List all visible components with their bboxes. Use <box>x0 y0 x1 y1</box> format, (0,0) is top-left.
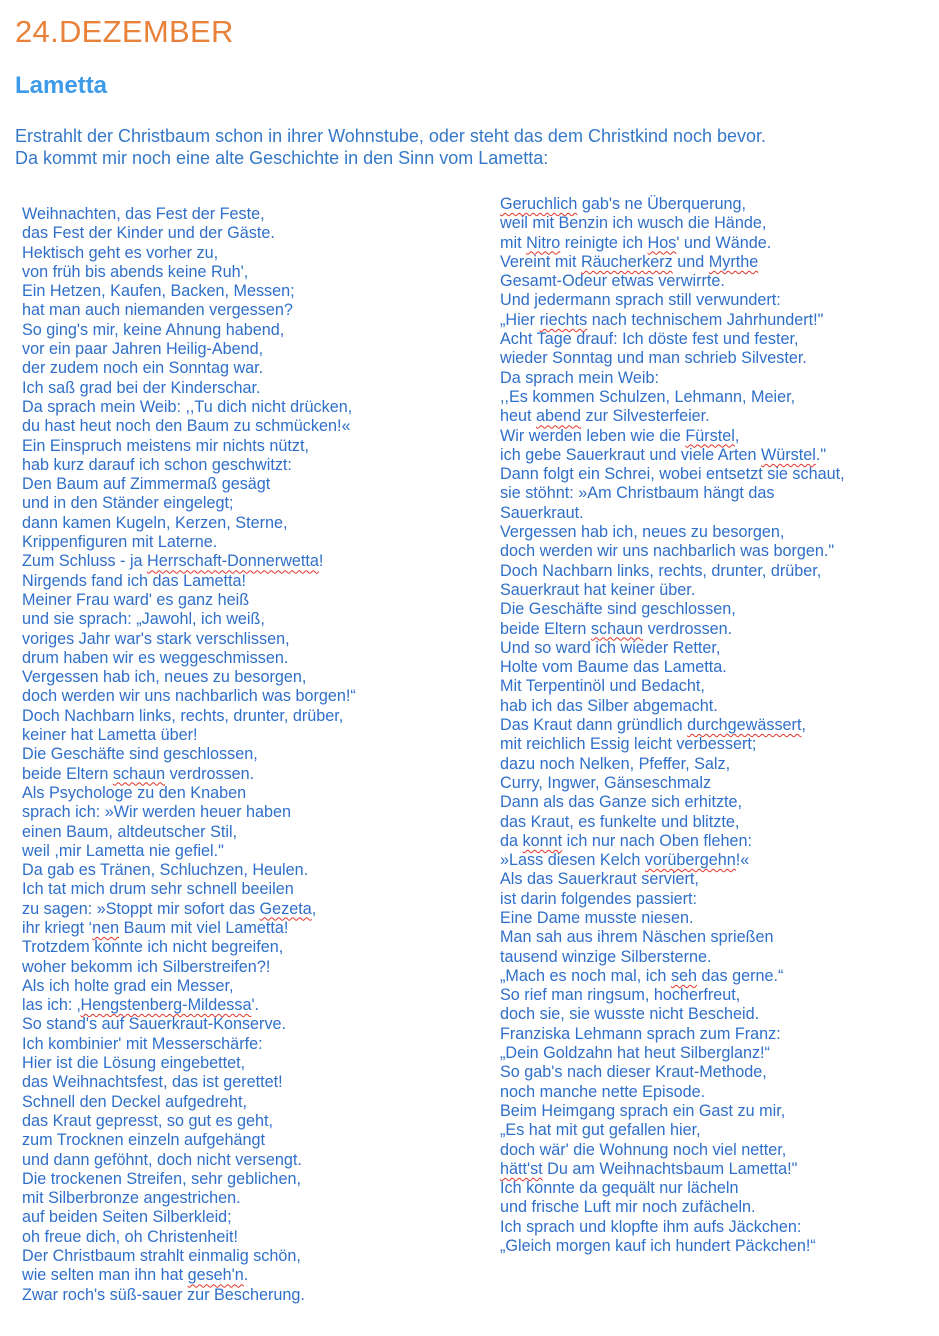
poem-line: Curry, Ingwer, Gänseschmalz <box>500 773 712 792</box>
poem-line: Ein Hetzen, Kaufen, Backen, Messen; <box>22 282 295 301</box>
poem-line: von früh bis abends keine Ruh', <box>22 262 249 281</box>
spelling-error-mark: Würstel <box>760 445 816 464</box>
poem-line: Sauerkraut hat keiner über. <box>500 580 696 599</box>
poem-line: tausend winzige Silbersterne. <box>500 947 712 966</box>
poem-line: doch werden wir uns nachbarlich was borgen." <box>500 542 835 561</box>
spelling-error-mark: Herrschaft-Donnerwetta <box>147 552 319 571</box>
poem-line: ,,Es kommen Schulzen, Lehmann, Meier, <box>500 387 796 406</box>
poem-line: heut abend zur Silvesterfeier. <box>500 407 710 426</box>
poem-line: Sauerkraut. <box>500 503 584 522</box>
poem-line: zu sagen: »Stoppt mir sofort das Gezeta, <box>22 899 317 918</box>
poem-line: Geruchlich gab's ne Überquerung, <box>500 195 747 213</box>
poem-line: „Mach es noch mal, ich seh das gerne.“ <box>500 966 784 985</box>
poem-line: der zudem noch ein Sonntag war. <box>22 359 264 378</box>
poem-line: hätt'st Du am Weihnachtsbaum Lametta!" <box>500 1159 798 1178</box>
spelling-error-mark: konnt <box>522 831 563 850</box>
poem-line: Da gab es Tränen, Schluchzen, Heulen. <box>22 861 309 880</box>
poem-line: woher bekomm ich Silberstreifen?! <box>22 957 271 976</box>
poem-line: So ging's mir, keine Ahnung habend, <box>22 320 285 339</box>
poem-line: Zwar roch's süß-sauer zur Bescherung. <box>22 1285 305 1304</box>
spelling-error-mark: Fürstel <box>685 426 735 445</box>
poem-line: Die trockenen Streifen, sehr geblichen, <box>22 1169 301 1188</box>
poem-line: Nirgends fand ich das Lametta! <box>22 571 247 590</box>
poem-line: Trotzdem konnte ich nicht begreifen, <box>22 938 284 957</box>
poem-line: Man sah aus ihrem Näschen sprießen <box>500 928 774 947</box>
poem-line: einen Baum, altdeutscher Stil, <box>22 822 238 841</box>
poem-line: Ich konnte da gequält nur lächeln <box>500 1179 739 1198</box>
poem-line: Holte vom Baume das Lametta. <box>500 658 727 677</box>
poem-line: Schnell den Deckel aufgedreht, <box>22 1092 247 1111</box>
intro-line: Erstrahlt der Christbaum schon in ihrer Wohnstube, oder steht das dem Christkind noch bevor. <box>15 126 767 146</box>
poem-line: doch wär' die Wohnung noch viel netter, <box>500 1140 787 1159</box>
poem-line: hat man auch niemanden vergessen? <box>22 301 293 320</box>
poem-line: du hast heut noch den Baum zu schmücken!« <box>22 417 351 436</box>
poem-line: das Weihnachtsfest, das ist gerettet! <box>22 1073 283 1092</box>
poem-line: Ich sprach und klopfte ihm aufs Jäckchen: <box>500 1217 802 1236</box>
poem-line: Meiner Frau ward' es ganz heiß <box>22 590 250 609</box>
poem-line: Der Christbaum strahlt einmalig schön, <box>22 1247 301 1266</box>
poem-line: Ich kombinier' mit Messerschärfe: <box>22 1034 263 1053</box>
poem-line: auf beiden Seiten Silberkleid; <box>22 1208 232 1227</box>
poem-line: Ich tat mich drum sehr schnell beeilen <box>22 880 294 899</box>
poem-line: Doch Nachbarn links, rechts, drunter, drüber, <box>500 561 822 580</box>
poem-line: Da sprach mein Weib: ,,Tu dich nicht drücken, <box>22 397 353 416</box>
poem-line: Vergessen hab ich, neues zu besorgen, <box>500 523 785 542</box>
poem-line: „Hier riechts nach technischem Jahrhundert!" <box>500 310 824 329</box>
spelling-error-mark: Hengstenberg-Mildessa <box>80 996 252 1015</box>
poem-line: drum haben wir es weggeschmissen. <box>22 648 289 667</box>
spelling-error-mark: Räucherkerz <box>580 252 673 271</box>
poem-line: las ich: ‚Hengstenberg-Mildessa'. <box>22 996 260 1015</box>
poem-line: und frische Luft mir noch zufächeln. <box>500 1198 756 1217</box>
poem-line: ist darin folgendes passiert: <box>500 889 698 908</box>
poem-line: Und jedermann sprach still verwundert: <box>500 291 781 310</box>
poem-line: beide Eltern schaun verdrossen. <box>22 764 255 783</box>
poem-line: Ein Einspruch meistens mir nichts nützt, <box>22 436 309 455</box>
poem-line: Krippenfiguren mit Laterne. <box>22 533 218 552</box>
poem-line: voriges Jahr war's stark verschlissen, <box>22 629 290 648</box>
poem-line: mit Nitro reinigte ich Hos' und Wände. <box>500 233 772 252</box>
poem-line: mit reichlich Essig leicht verbessert; <box>500 735 757 754</box>
poem-line: Die Geschäfte sind geschlossen, <box>500 600 736 619</box>
spelling-error-mark: seh <box>670 966 698 985</box>
poem-line: wie selten man ihn hat geseh'n. <box>22 1266 249 1285</box>
poem-line: Weihnachten, das Fest der Feste, <box>22 205 265 223</box>
poem-line: mit Silberbronze angestrichen. <box>22 1189 241 1208</box>
poem-line: Da sprach mein Weib: <box>500 368 659 387</box>
poem-line: das Kraut, es funkelte und blitzte, <box>500 812 740 831</box>
poem-line: da konnt ich nur nach Oben flehen: <box>500 831 753 850</box>
intro-paragraph <box>15 125 915 169</box>
poem-line: Acht Tage drauf: Ich döste fest und fester, <box>500 330 799 349</box>
spelling-error-mark: riechts <box>539 310 588 329</box>
poem-line: wieder Sonntag und man schrieb Silvester. <box>500 349 807 368</box>
spelling-error-mark: hätt'st <box>500 1159 543 1178</box>
poem-line: So gab's nach dieser Kraut-Methode, <box>500 1063 767 1082</box>
poem-line: sprach ich: »Wir werden heuer haben <box>22 803 292 822</box>
poem-line: „Dein Goldzahn hat heut Silberglanz!“ <box>500 1044 770 1063</box>
poem-line: Vereint mit Räucherkerz und Myrthe <box>500 252 759 271</box>
intro-line: Da kommt mir noch eine alte Geschichte in den Sinn vom Lametta: <box>15 148 549 168</box>
spelling-error-mark: geseh'n <box>187 1266 244 1285</box>
poem-line: ihr kriegt ‘nen Baum mit viel Lametta! <box>22 918 289 937</box>
poem-line: Mit Terpentinöl und Bedacht, <box>500 677 705 696</box>
poem-line: weil ,mir Lametta nie gefiel." <box>22 841 224 860</box>
poem-line: keiner hat Lametta über! <box>22 726 198 745</box>
poem-line: Die Geschäfte sind geschlossen, <box>22 745 258 764</box>
poem-line: Wir werden leben wie die Fürstel, <box>500 426 740 445</box>
poem-line: Als ich holte grad ein Messer, <box>22 976 234 995</box>
spelling-error-mark: schaun <box>112 764 166 783</box>
spelling-error-mark: vorübergehn <box>644 851 736 870</box>
poem-line: Als Psychologe zu den Knaben <box>22 783 247 802</box>
poem-line: doch sie, sie wusste nicht Bescheid. <box>500 1005 760 1024</box>
poem-line: und in den Ständer eingelegt; <box>22 494 234 513</box>
poem-line: Doch Nachbarn links, rechts, drunter, drüber, <box>22 706 344 725</box>
poem-line: und dann geföhnt, doch nicht versengt. <box>22 1150 302 1169</box>
poem-line: Hektisch geht es vorher zu, <box>22 243 219 262</box>
spelling-error-mark: Gezeta <box>259 899 312 918</box>
poem-line: und sie sprach: „Jawohl, ich weiß, <box>22 610 265 629</box>
poem-line: das Kraut gepresst, so gut es geht, <box>22 1111 274 1130</box>
poem-line: Eine Dame musste niesen. <box>500 908 694 927</box>
poem-line: dann kamen Kugeln, Kerzen, Sterne, <box>22 513 288 532</box>
poem-line: „Es hat mit gut gefallen hier, <box>500 1121 701 1140</box>
poem-line: ich gebe Sauerkraut und viele Arten Würstel." <box>500 445 827 464</box>
poem-line: Franziska Lehmann sprach zum Franz: <box>500 1024 781 1043</box>
poem-line: Und so ward ich wieder Retter, <box>500 638 721 657</box>
poem-line: Vergessen hab ich, neues zu besorgen, <box>22 668 307 687</box>
poem-line: Das Kraut dann gründlich durchgewässert, <box>500 716 806 735</box>
poem-line: Als das Sauerkraut serviert, <box>500 870 699 889</box>
page-title: Lametta <box>15 72 108 99</box>
poem-line: Dann folgt ein Schrei, wobei entsetzt sie schaut, <box>500 465 845 484</box>
poem-line: dazu noch Nelken, Pfeffer, Salz, <box>500 754 731 773</box>
poem-line: Gesamt-Odeur etwas verwirrte. <box>500 272 725 291</box>
poem-line: So stand's auf Sauerkraut-Konserve. <box>22 1015 287 1034</box>
spelling-error-mark: nen <box>92 918 120 937</box>
poem-line: beide Eltern schaun verdrossen. <box>500 619 733 638</box>
poem-line: zum Trocknen einzeln aufgehängt <box>22 1131 265 1150</box>
poem-line: vor ein paar Jahren Heilig-Abend, <box>22 340 264 359</box>
poem-line: sie stöhnt: »Am Christbaum hängt das <box>500 484 775 503</box>
poem-line: Beim Heimgang sprach ein Gast zu mir, <box>500 1101 786 1120</box>
poem-right-column <box>500 195 845 1256</box>
poem-line: hab kurz darauf ich schon geschwitzt: <box>22 455 292 474</box>
spelling-error-mark: abend <box>536 407 582 426</box>
poem-line: doch werden wir uns nachbarlich was borgen!“ <box>22 687 356 706</box>
poem-line: »Lass diesen Kelch vorübergehn!« <box>500 851 750 870</box>
spelling-error-mark: Geruchlich <box>500 195 578 213</box>
poem-line: oh freue dich, oh Christenheit! <box>22 1227 238 1246</box>
spelling-error-mark: Myrthe <box>708 252 759 271</box>
page-date-heading: 24.DEZEMBER <box>15 14 234 49</box>
spelling-error-mark: schaun <box>590 619 644 638</box>
poem-line: Den Baum auf Zimmermaß gesägt <box>22 475 271 494</box>
poem-left-column <box>22 205 356 1305</box>
poem-line: weil mit Benzin ich wusch die Hände, <box>500 214 767 233</box>
spelling-error-mark: durchgewässert <box>687 716 802 735</box>
poem-line: Zum Schluss - ja Herrschaft-Donnerwetta! <box>22 552 324 571</box>
poem-line: Dann als das Ganze sich erhitzte, <box>500 793 743 812</box>
poem-line: noch manche nette Episode. <box>500 1082 706 1101</box>
spelling-error-mark: Hos <box>647 233 677 252</box>
poem-line: das Fest der Kinder und der Gäste. <box>22 224 275 243</box>
poem-line: „Gleich morgen kauf ich hundert Päckchen!“ <box>500 1237 816 1256</box>
poem-line: So rief man ringsum, hocherfreut, <box>500 986 741 1005</box>
poem-line: Hier ist die Lösung eingebettet, <box>22 1054 246 1073</box>
poem-line: hab ich das Silber abgemacht. <box>500 696 718 715</box>
spelling-error-mark: Nitro <box>526 233 561 252</box>
poem-line: Ich saß grad bei der Kinderschar. <box>22 378 261 397</box>
